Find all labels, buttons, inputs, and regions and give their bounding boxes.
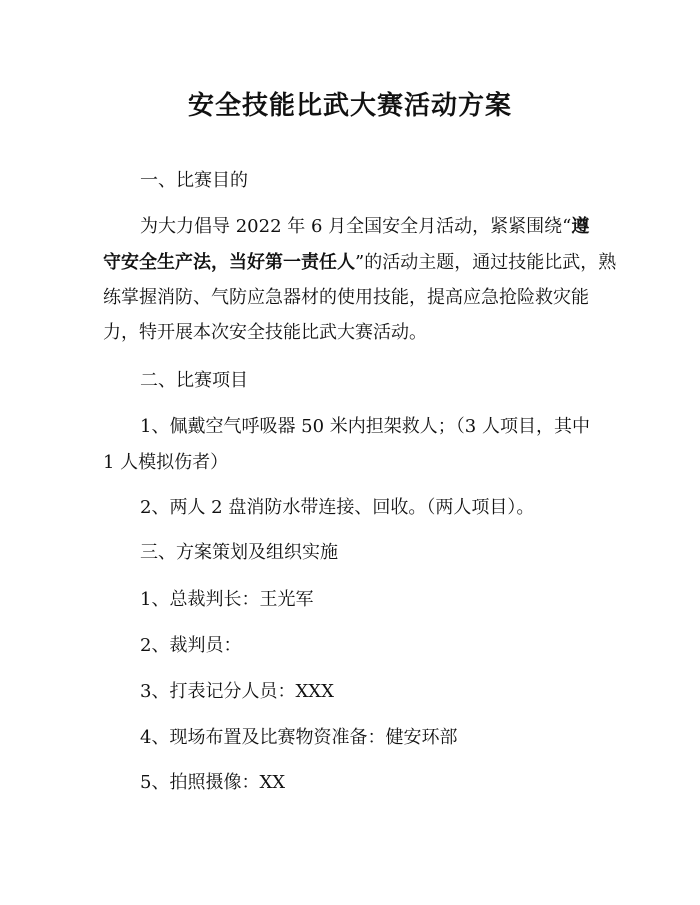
purpose-theme-text: 遵	[571, 216, 590, 237]
section-heading-organization: 三、方案策划及组织实施	[140, 542, 338, 563]
purpose-paragraph-line-3: 练掌握消防、气防应急器材的使用技能，提高应急抢险救灾能	[103, 287, 589, 308]
organization-item-1: 1、总裁判长：王光军	[140, 589, 314, 610]
document-title: 安全技能比武大赛活动方案	[187, 91, 512, 121]
section-heading-events: 二、比赛项目	[140, 370, 248, 391]
section-heading-purpose: 一、比赛目的	[140, 170, 248, 191]
purpose-paragraph-line-1	[140, 214, 589, 240]
purpose-paragraph-line-4: 力，特开展本次安全技能比武大赛活动。	[103, 322, 427, 343]
organization-item-5: 5、拍照摄像：XX	[140, 772, 286, 793]
purpose-text: 为大力倡导 2022 年 6 月全国安全月活动，紧紧围绕“	[140, 216, 572, 237]
organization-item-4: 4、现场布置及比赛物资准备：健安环部	[140, 727, 458, 748]
event-item-1-line-2: 1 人模拟伤者）	[103, 452, 229, 473]
purpose-text: ”的活动主题，通过技能比武，熟	[355, 252, 617, 273]
event-item-1-line-1: 1、佩戴空气呼吸器 50 米内担架救人；（3 人项目，其中	[140, 416, 590, 437]
organization-item-3: 3、打表记分人员：XXX	[140, 681, 334, 702]
purpose-paragraph-line-2	[103, 250, 616, 276]
purpose-theme-text: 守安全生产法，当好第一责任人	[103, 252, 355, 273]
organization-item-2: 2、裁判员：	[140, 635, 242, 656]
event-item-2: 2、两人 2 盘消防水带连接、回收。（两人项目）。	[140, 497, 535, 518]
